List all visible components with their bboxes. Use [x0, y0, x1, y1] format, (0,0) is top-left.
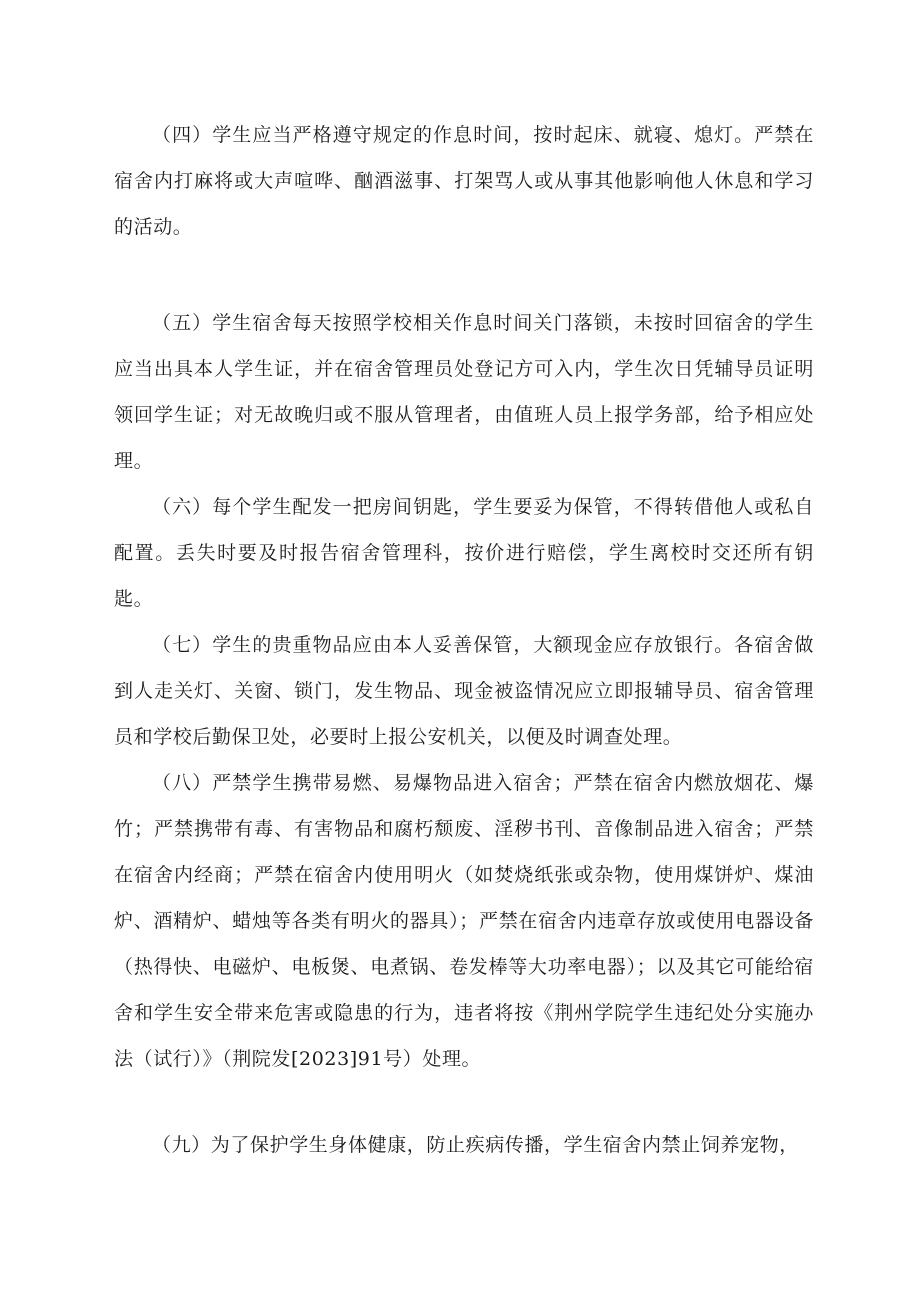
paragraph-6: （六）每个学生配发一把房间钥匙，学生要妥为保管，不得转借他人或私自配置。丢失时要及时报告宿舍管理科，按价进行赔偿，学生离校时交还所有钥匙。: [114, 496, 814, 610]
paragraph-9: （九）为了保护学生身体健康，防止疾病传播，学生宿舍内禁止饲养宠物，: [152, 1134, 799, 1156]
paragraph-4: （四）学生应当严格遵守规定的作息时间，按时起床、就寝、熄灯。严禁在宿舍内打麻将或大声喧哗、酗酒滋事、打架骂人或从事其他影响他人休息和学习的活动。: [114, 124, 814, 238]
paragraph-8: （八）严禁学生携带易燃、易爆物品进入宿舍；严禁在宿舍内燃放烟花、爆竹；严禁携带有毒、有害物品和腐朽颓废、淫秽书刊、音像制品进入宿舍；严禁在宿舍内经商；严禁在宿舍内使用明火（如焚烧纸张或杂物，使用煤饼炉、煤油炉、酒精炉、蜡烛等各类有明火的器具）；严禁在宿舍内违章存放或使用电器设备（热得快、电磁炉、电板煲、电煮锅、卷发棒等大功率电器）；以及其它可能给宿舍和学生安全带来危害或隐患的行为，违者将按《荆州学院学生违纪处分实施办法（试行）》（荆院发[2023]91号）处理。: [114, 772, 814, 1070]
paragraph-7: （七）学生的贵重物品应由本人妥善保管，大额现金应存放银行。各宿舍做到人走关灯、关窗、锁门，发生物品、现金被盗情况应立即报辅导员、宿舍管理员和学校后勤保卫处，必要时上报公安机关，以便及时调查处理。: [114, 634, 814, 748]
paragraph-5: （五）学生宿舍每天按照学校相关作息时间关门落锁，未按时回宿舍的学生应当出具本人学生证，并在宿舍管理员处登记方可入内，学生次日凭辅导员证明领回学生证；对无故晚归或不服从管理者，由值班人员上报学务部，给予相应处理。: [114, 312, 814, 472]
